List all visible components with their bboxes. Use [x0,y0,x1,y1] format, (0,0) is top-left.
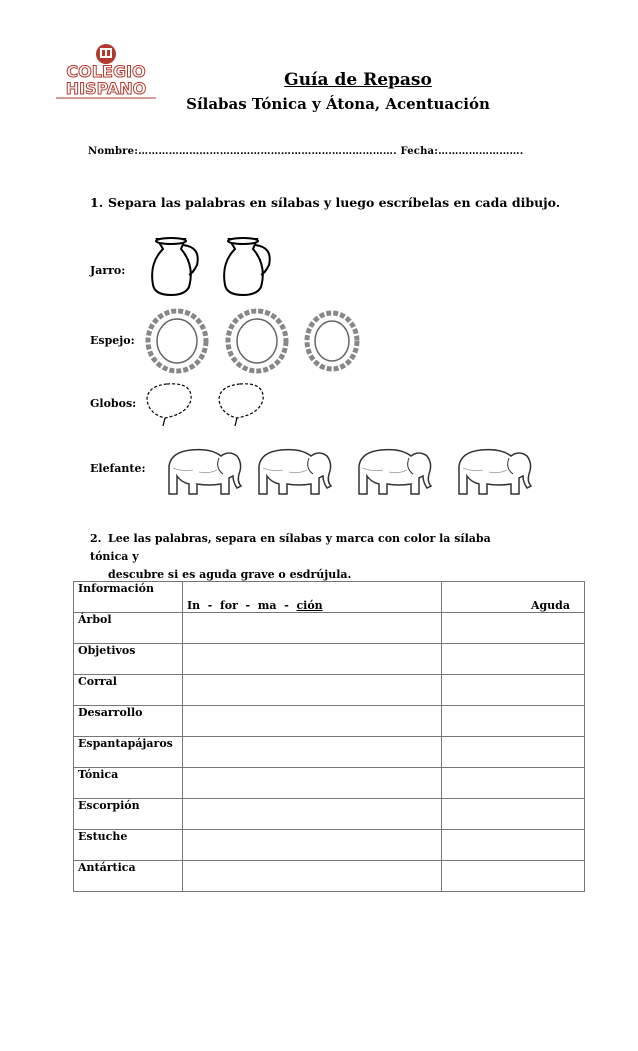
table-cell-word: Espantapájaros [74,737,183,768]
label-jarro: Jarro: [90,264,126,277]
jug-icon [145,235,335,300]
example-syllables: In - for - ma - [187,599,297,612]
table-row [74,768,585,799]
table-cell-type[interactable] [442,799,585,830]
table-cell-word: Tónica [74,768,183,799]
table-cell-type[interactable] [442,675,585,706]
table-cell-syllables[interactable] [183,861,442,892]
table-cell-word: Escorpión [74,799,183,830]
table-row [74,799,585,830]
table-cell-type[interactable] [442,706,585,737]
question-1 [90,195,560,210]
table-cell-type[interactable] [442,644,585,675]
table-row [74,644,585,675]
mirror-icon [145,306,360,376]
table-cell-word: Árbol [74,613,183,644]
table-row [74,675,585,706]
balloon-icon [145,380,275,432]
table-cell-word: Información [74,582,183,613]
table-cell-word: Desarrollo [74,706,183,737]
logo-line1: COLEGIO [66,62,146,81]
table-cell-syllables[interactable] [183,644,442,675]
table-cell-type[interactable] [442,861,585,892]
table-cell-word: Antártica [74,861,183,892]
table-row-example [74,582,585,613]
label-globos: Globos: [90,397,137,410]
table-cell-syllables[interactable] [183,737,442,768]
table-cell-word: Estuche [74,830,183,861]
label-elefante: Elefante: [90,462,146,475]
table-cell-syllables[interactable] [183,799,442,830]
table-cell-type[interactable] [442,613,585,644]
example-tonic-syllable: ción [296,599,323,612]
syllable-table [73,581,585,892]
table-row [74,613,585,644]
name-date-line[interactable]: Nombre:…………………………………………………………………. Fecha:……………………. [88,146,524,157]
table-row [74,706,585,737]
table-cell-syllables[interactable] [183,706,442,737]
question-2-line2: descubre si es aguda grave o esdrújula. [108,568,352,581]
table-cell-syllables[interactable] [183,768,442,799]
table-cell-syllables[interactable] [183,675,442,706]
table-cell-type[interactable] [442,830,585,861]
table-cell-syllables [183,582,442,613]
question-2-number: 2. [90,532,102,545]
question-2-line1: Lee las palabras, separa en sílabas y marca con color la sílaba tónica y [90,532,491,563]
page-subtitle: Sílabas Tónica y Átona, Acentuación [186,95,490,113]
page-title-wrap [0,70,638,90]
table-cell-type: Aguda [442,582,585,613]
table-row [74,737,585,768]
question-1-text: Separa las palabras en sílabas y luego escríbelas en cada dibujo. [108,195,561,210]
question-2 [90,530,530,584]
page-subtitle-wrap [0,95,638,113]
table-cell-word: Objetivos [74,644,183,675]
table-row [74,861,585,892]
table-cell-syllables[interactable] [183,613,442,644]
table-cell-type[interactable] [442,768,585,799]
table-cell-syllables[interactable] [183,830,442,861]
question-1-number: 1. [90,195,104,210]
elephant-icon [163,442,553,500]
label-espejo: Espejo: [90,334,135,347]
page-title: Guía de Repaso [284,70,432,90]
logo-line2: HISPANO [65,79,147,98]
table-cell-word: Corral [74,675,183,706]
table-row [74,830,585,861]
table-cell-type[interactable] [442,737,585,768]
